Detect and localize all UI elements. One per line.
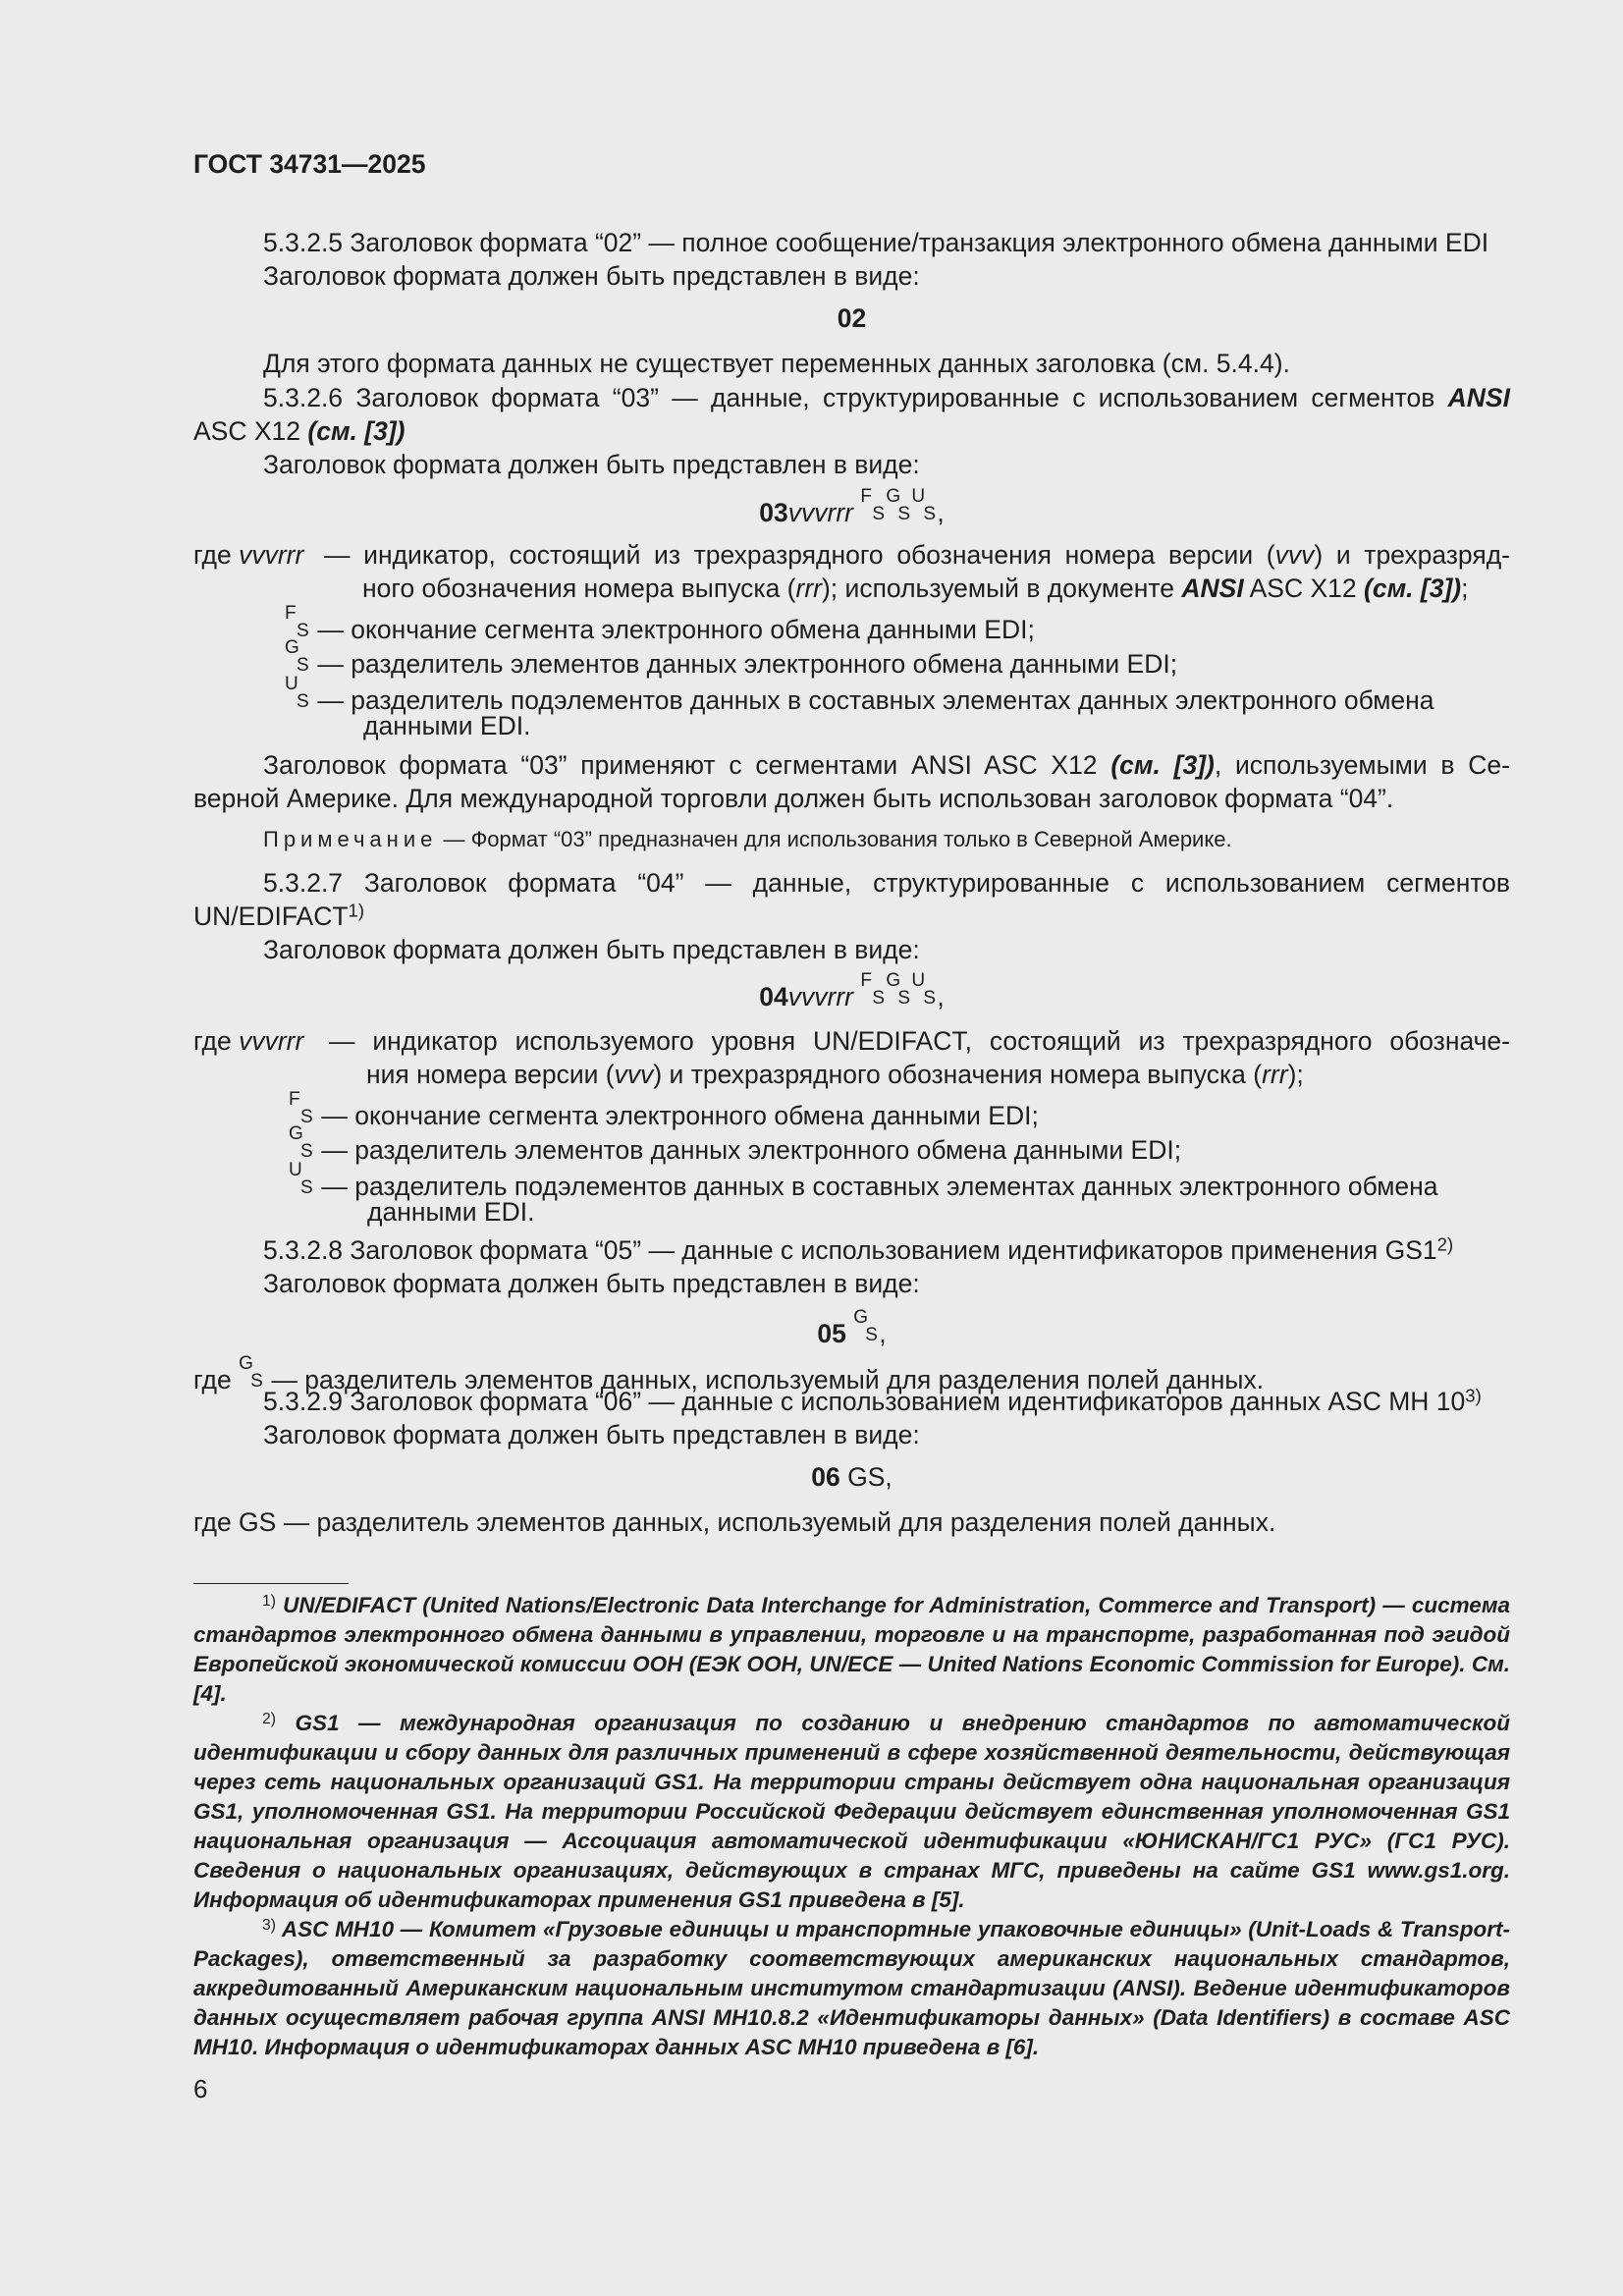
clause-5-3-2-5-heading: 5.3.2.5 Заголовок формата “02” — полное сообщение/транзакция электронного обмена данными EDI bbox=[263, 228, 1489, 257]
footnote-1: $^{1)}$ UN/EDIFACT (United Nations/Electronic Data Interchange for Administration, Commerce and Transport) — система стандартов электронного обмена данными в управлении, торговле и на транспорте, разработанная под эгидой Европейской экономической комиссии ООН (ЕЭК ООН, UN/ECE — United Nations Economic Commission for Europe). См. [4]. bbox=[193, 1592, 1510, 1706]
footnote-3: $^{3)}$ ASC MH10 — Комитет «Грузовые единицы и транспортные упаковочные единицы» (Unit-Loads & Transport-Packages), ответственный за разработку соответствующих американских национальных стандартов, аккредитованный Американским национальным институтом стандартизации (ANSI). Ведение идентификаторов данных осуществляет рабочая группа ANSI MH10.8.2 «Идентификаторы данных» (Data Identifiers) в составе ASC MH10. Информация о идентификаторах данных ASC MH10 приведена в [6]. bbox=[193, 1916, 1510, 2059]
definition-fs-04: F S — окончание сегмента электронного обмена данными EDI; bbox=[289, 1089, 1039, 1130]
page-number: 6 bbox=[193, 2074, 208, 2104]
clause-5-3-2-9-form-line: Заголовок формата должен быть представлен в виде: bbox=[263, 1420, 920, 1449]
note-format-03: Примечание — Формат “03” предназначен для использования только в Северной Америке. bbox=[263, 827, 1232, 851]
format-03-code: 03vvvrrr F S G S U S , bbox=[759, 486, 945, 527]
definition-us-04: U S — разделитель подэлементов данных в составных элементах данных электронного обмена bbox=[289, 1160, 1438, 1201]
format-05-definition: где G S — разделитель элементов данных, используемый для разделения полей данных. bbox=[193, 1353, 1265, 1394]
format-05-code: 05 G S , bbox=[817, 1307, 887, 1348]
footnote-2: $^{2)}$ GS1 — международная организация по созданию и внедрению стандартов по автоматической идентификации и сбору данных для различных применений в сфере хозяйственной деятельности, действующая через сеть национальных организаций GS1. На территории страны действует одна национальная организация GS1, уполномоченная GS1. На территории Российской Федерации действует единственная уполномоченная GS1 национальная организация — Ассоциация автоматической идентификации «ЮНИСКАН/ГС1 РУС» (ГС1 РУС). Сведения о национальных организациях, действующих в странах МГС, приведены на сайте GS1 www.gs1.org. Информация об идентификаторах применения GS1 приведена в [5]. bbox=[193, 1710, 1510, 1912]
format-06-code: 06 GS, bbox=[811, 1462, 893, 1492]
clause-5-3-2-7-heading: 5.3.2.7 Заголовок формата “04” — данные, структурированные с использованием сегментов bbox=[263, 868, 1510, 898]
clause-5-3-2-5-form-line: Заголовок формата должен быть представлен в виде: bbox=[263, 261, 920, 291]
definition-gs-03: G S — разделитель элементов данных электронного обмена данными EDI; bbox=[285, 637, 1178, 679]
footnote-separator bbox=[193, 1583, 349, 1584]
definition-us-03: U S — разделитель подэлементов данных в составных элементах данных электронного обмена bbox=[285, 674, 1434, 715]
format-04-code: 04vvvrrr F S G S U S , bbox=[759, 970, 945, 1011]
format-06-definition: где GS — разделитель элементов данных, используемый для разделения полей данных. bbox=[193, 1507, 1276, 1537]
format-03-usage-cont: верной Америке. Для международной торговли должен быть использован заголовок формата “04”. bbox=[193, 784, 1394, 813]
definition-fs-03: F S — окончание сегмента электронного обмена данными EDI; bbox=[285, 603, 1035, 644]
clause-5-3-2-6-form-line: Заголовок формата должен быть представлен в виде: bbox=[263, 450, 920, 479]
clause-5-3-2-9-heading: 5.3.2.9 Заголовок формата “06” — данные с использованием идентификаторов данных ASC MH 10$^{3)}$ bbox=[263, 1385, 1482, 1416]
definition-vvvrrr-03: где vvvrrr — индикатор, состоящий из трехразрядного обозначения номера версии (vvv) и трехразряд- ного обозначения номера выпуска (rrr); используемый в документе ANSI ASC X12 (см. [3]); bbox=[193, 540, 1510, 603]
definition-gs-04: G S — разделитель элементов данных электронного обмена данными EDI; bbox=[289, 1123, 1182, 1165]
definition-vvvrrr-04: где vvvrrr — индикатор используемого уровня UN/EDIFACT, состоящий из трехразрядного обозначе- ния номера версии (vvv) и трехразрядного обозначения номера выпуска (rrr); bbox=[193, 1026, 1510, 1089]
clause-5-3-2-8-heading: 5.3.2.8 Заголовок формата “05” — данные с использованием идентификаторов применения GS1$^{2)}$ bbox=[263, 1233, 1454, 1265]
definition-us-03-cont: данными EDI. bbox=[363, 711, 531, 740]
clause-5-3-2-8-form-line: Заголовок формата должен быть представлен в виде: bbox=[263, 1269, 920, 1298]
clause-5-3-2-7-heading-cont: UN/EDIFACT$^{1)}$ bbox=[193, 900, 365, 931]
definition-us-04-cont: данными EDI. bbox=[367, 1197, 535, 1227]
clause-5-3-2-7-form-line: Заголовок формата должен быть представлен в виде: bbox=[263, 935, 920, 964]
clause-5-3-2-6-heading: 5.3.2.6 Заголовок формата “03” — данные, структурированные с использованием сегментов ANSI bbox=[263, 383, 1510, 412]
document-header: ГОСТ 34731—2025 bbox=[193, 149, 426, 179]
format-02-code: 02 bbox=[837, 303, 867, 333]
format-03-usage: Заголовок формата “03” применяют с сегментами ANSI ASC X12 (см. [3]), используемыми в Се- bbox=[263, 750, 1510, 780]
clause-5-3-2-6-heading-cont: ASC X12 (см. [3]) bbox=[193, 416, 406, 446]
clause-5-3-2-5-note: Для этого формата данных не существует переменных данных заголовка (см. 5.4.4). bbox=[263, 349, 1290, 378]
